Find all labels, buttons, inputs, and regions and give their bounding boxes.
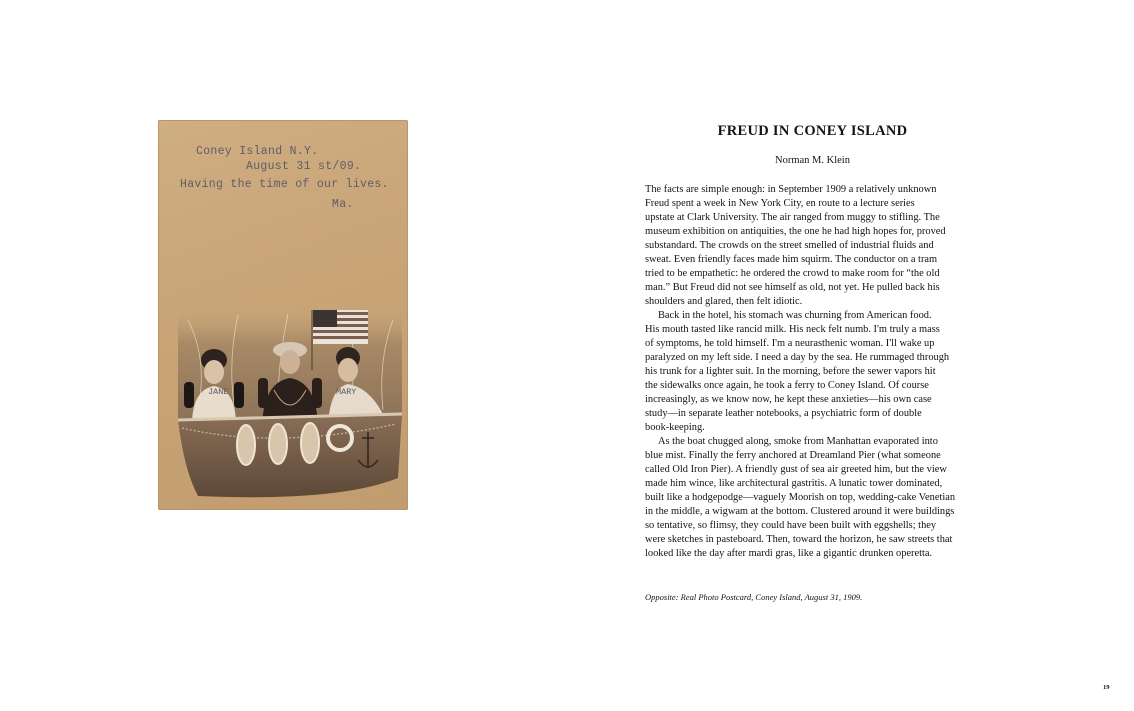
body-line: in the middle, a wigwam at the bottom. Clustered around it were buildings: [645, 506, 955, 517]
body-line: looked like the day after mardi gras, like a gigantic drunken operetta.: [645, 548, 933, 559]
body-line: paralyzed on my left side. I need a day by the sea. He rummaged through: [645, 352, 950, 363]
body-line: study—in separate leather notebooks, a psychiatric form of double: [645, 408, 922, 419]
sash-label-right: MARY: [336, 387, 357, 397]
body-line: his trunk for a lighter suit. In the morning, before the sewer vapors hit: [645, 366, 936, 377]
body-line: book-keeping.: [645, 422, 705, 433]
body-line: Freud spent a week in New York City, en route to a lecture series: [645, 198, 915, 209]
photo-caption: Opposite: Real Photo Postcard, Coney Island, August 31, 1909.: [645, 592, 863, 602]
body-line: man.” But Freud did not see himself as old, not yet. He pulled back his: [645, 282, 940, 293]
body-line: of symptoms, he told himself. I'm a neurasthenic woman. I'll wake up: [645, 338, 935, 349]
postcard-handwriting-line: Ma.: [332, 198, 354, 211]
body-line: built like a hodgepodge—vaguely Moorish on top, wedding-cake Venetian: [645, 492, 956, 503]
body-line: so tentative, so flimsy, they could have been built with eggshells; they: [645, 520, 937, 531]
body-line: increasingly, as we know now, he kept these anxieties—his own case: [645, 394, 932, 405]
body-line: shoulders and glared, then felt idiotic.: [645, 296, 803, 307]
boat-hull: [178, 414, 402, 497]
body-line: upstate at Clark University. The air ranged from muggy to stifling. The: [645, 212, 940, 223]
body-line: sweat. Even friendly faces made him squirm. The conductor on a tram: [645, 254, 938, 265]
body-line: tried to be empathetic: he ordered the crowd to make room for “the old: [645, 268, 940, 279]
body-line: His mouth tasted like rancid milk. His neck felt numb. I'm truly a mass: [645, 324, 940, 335]
page-number: 19: [1103, 684, 1110, 691]
body-line: were sketches in pasteboard. Then, toward the horizon, he saw streets that: [645, 534, 953, 545]
article-title: FREUD IN CONEY ISLAND: [717, 123, 908, 139]
article-body: [645, 183, 990, 561]
boat-scene-illustration: [178, 310, 402, 508]
photo-boat-scene: [178, 310, 402, 508]
body-line: made him wince, like architectural gastritis. A lunatic tower dominated,: [645, 478, 943, 489]
postcard-handwriting-line: Coney Island N.Y.: [196, 145, 319, 158]
postcard-handwriting-line: Having the time of our lives.: [180, 178, 389, 191]
body-line: the sidewalks once again, he took a ferry to Coney Island. Of course: [645, 380, 929, 391]
body-line: Back in the hotel, his stomach was churning from American food.: [658, 310, 932, 321]
body-line: museum exhibition on antiquities, the one he had high hopes for, proved: [645, 226, 946, 237]
postcard-photo: [158, 120, 408, 510]
sash-label-left: JANE: [208, 387, 229, 397]
body-line: blue mist. Finally the ferry anchored at Dreamland Pier (what someone: [645, 450, 941, 461]
postcard-handwriting-line: August 31 st/09.: [246, 160, 362, 173]
body-line: The facts are simple enough: in September 1909 a relatively unknown: [645, 184, 937, 195]
body-line: As the boat chugged along, smoke from Manhattan evaporated into: [658, 436, 938, 447]
body-line: called Old Iron Pier). A friendly gust of sea air greeted him, but the view: [645, 464, 947, 475]
article-author: Norman M. Klein: [775, 155, 850, 166]
body-line: substandard. The crowds on the street smelled of industrial fluids and: [645, 240, 934, 251]
